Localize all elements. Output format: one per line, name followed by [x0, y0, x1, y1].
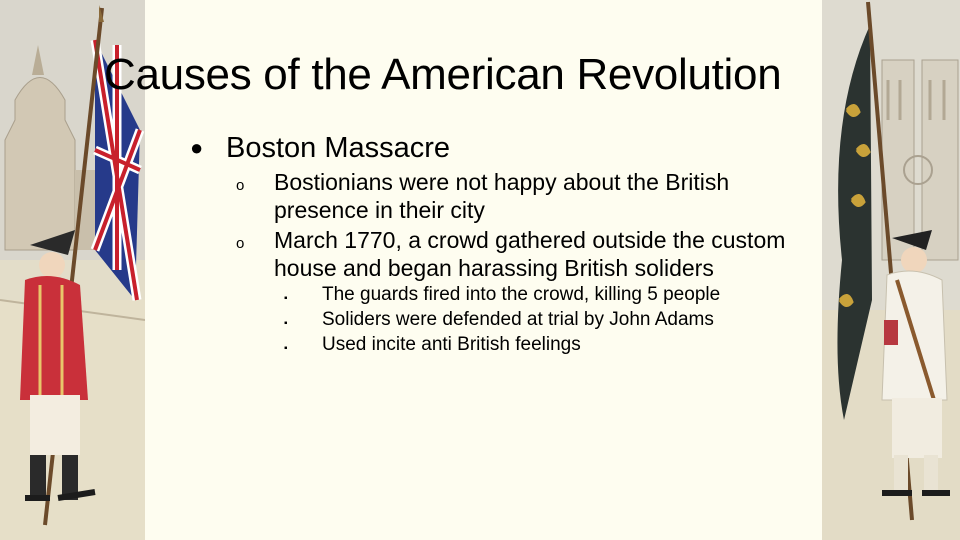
detail-bullet-marker: ▪	[284, 293, 288, 304]
detail-bullet-text: Used incite anti British feelings	[322, 334, 581, 355]
detail-bullet-marker: ▪	[284, 343, 288, 354]
detail-bullet-guards-fired	[180, 284, 810, 306]
bullet-boston-massacre	[180, 130, 810, 166]
bullet-text: Boston Massacre	[226, 132, 451, 164]
bullet-marker: ●	[190, 135, 204, 160]
detail-bullet-john-adams	[180, 309, 810, 331]
detail-bullet-marker: ▪	[284, 318, 288, 329]
sub-bullet-marker: o	[236, 177, 245, 194]
right-soldier-illustration	[822, 0, 960, 540]
sub-bullet-marker: o	[236, 235, 245, 252]
sub-bullet-march-1770	[180, 226, 810, 282]
detail-bullet-text: Soliders were defended at trial by John Adams	[322, 309, 714, 330]
detail-bullet-text: The guards fired into the crowd, killing 5 people	[322, 284, 721, 305]
bullet-list	[180, 130, 810, 359]
slide-title: Causes of the American Revolution	[104, 50, 782, 99]
sub-bullet-text: March 1770, a crowd gathered outside the custom house and began harassing British soliders	[274, 227, 786, 281]
sub-bullet-text: Bostionians were not happy about the British presence in their city	[274, 169, 730, 223]
sub-bullet-bostonians	[180, 168, 810, 224]
detail-bullet-incite	[180, 334, 810, 356]
